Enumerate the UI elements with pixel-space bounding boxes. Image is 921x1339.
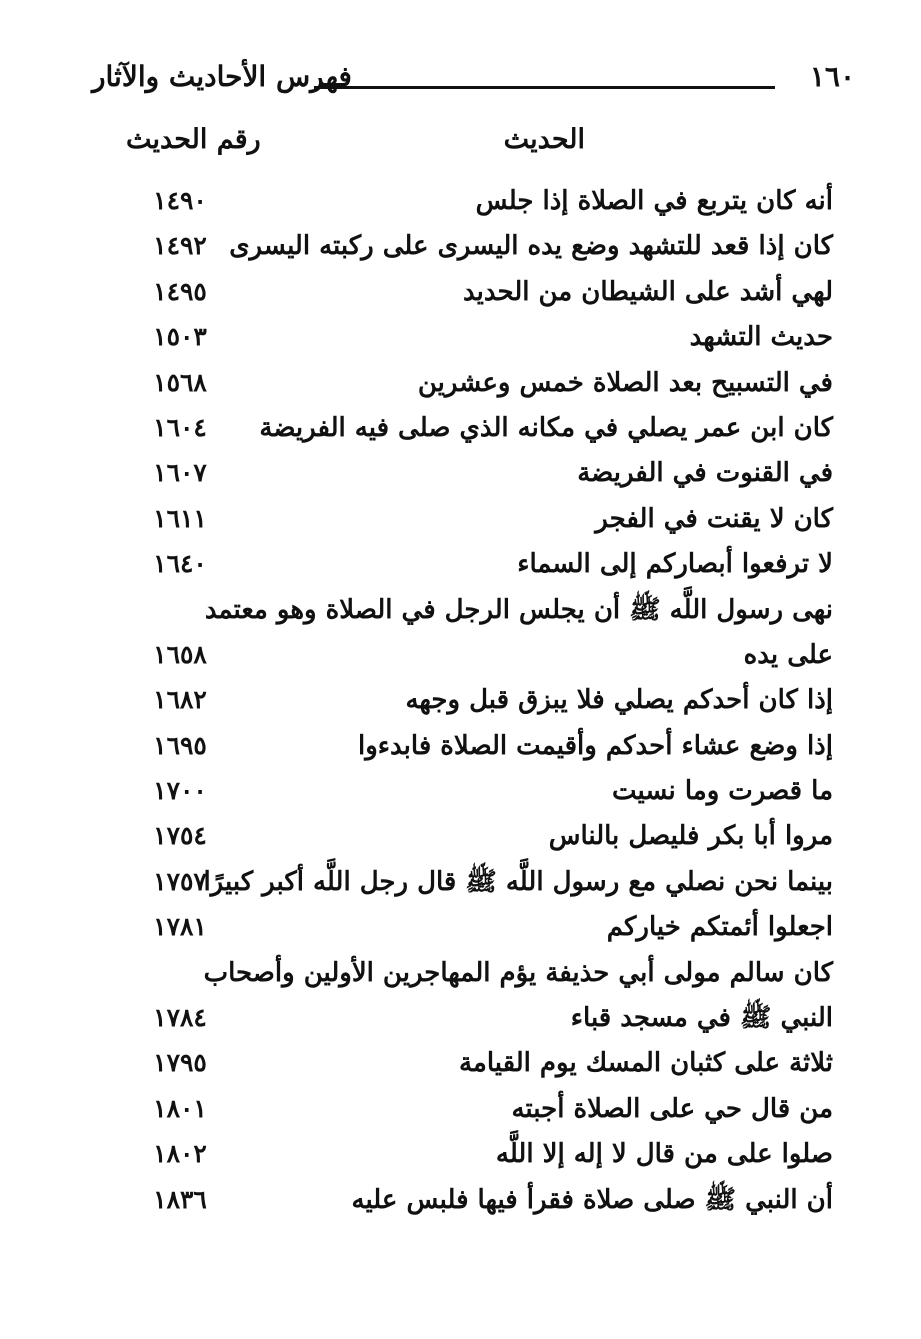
hadith-number: ١٨٣٦ — [153, 1184, 207, 1214]
index-row — [0, 816, 921, 861]
hadith-text: صلوا على من قال لا إله إلا اللَّه — [495, 1139, 833, 1170]
hadith-number: ١٨٠١ — [153, 1093, 207, 1123]
index-row — [0, 1089, 921, 1134]
header-rule — [314, 86, 775, 89]
column-header-hadith: الحديث — [503, 124, 585, 155]
hadith-text: من قال حي على الصلاة أجبته — [511, 1093, 833, 1124]
index-row — [0, 635, 921, 680]
index-row — [0, 408, 921, 453]
index-row — [0, 907, 921, 952]
index-row — [0, 317, 921, 362]
column-header-number: رقم الحديث — [126, 124, 261, 155]
hadith-number: ١٦٠٧ — [153, 458, 207, 488]
page-header — [92, 58, 859, 104]
hadith-text: حديث التشهد — [689, 322, 833, 353]
index-row — [0, 726, 921, 771]
index-row — [0, 453, 921, 498]
index-row — [0, 680, 921, 725]
hadith-text: على يده — [743, 639, 833, 670]
hadith-text: أنه كان يتربع في الصلاة إذا جلس — [475, 186, 833, 216]
hadith-number: ١٦١١ — [153, 503, 207, 533]
hadith-text: نهى رسول اللَّه ﷺ أن يجلس الرجل في الصلاة وهو معتمد — [204, 594, 833, 625]
column-headers — [0, 124, 921, 168]
index-row — [0, 226, 921, 271]
index-row — [0, 862, 921, 907]
page-number: ١٦٠ — [809, 60, 855, 93]
hadith-number: ١٦٥٨ — [153, 639, 207, 669]
index-row — [0, 590, 921, 635]
hadith-number: ١٦٤٠ — [153, 549, 207, 579]
index-row — [0, 272, 921, 317]
hadith-text: لا ترفعوا أبصاركم إلى السماء — [517, 549, 833, 580]
hadith-number: ١٤٩٥ — [153, 276, 207, 306]
index-row — [0, 953, 921, 998]
hadith-text: كان إذا قعد للتشهد وضع يده اليسرى على ركبته اليسرى — [229, 231, 833, 262]
hadith-number: ١٨٠٢ — [153, 1139, 207, 1169]
hadith-number: ١٧٥٧ — [153, 866, 207, 896]
hadith-text: في القنوت في الفريضة — [577, 458, 833, 489]
hadith-number: ١٧٨٤ — [153, 1003, 207, 1033]
hadith-number: ١٦٩٥ — [153, 730, 207, 760]
hadith-number: ١٥٦٨ — [153, 367, 207, 397]
hadith-text: كان ابن عمر يصلي في مكانه الذي صلى فيه الفريضة — [259, 412, 833, 443]
hadith-number: ١٤٩٢ — [153, 231, 207, 261]
hadith-text: النبي ﷺ في مسجد قباء — [570, 1003, 833, 1034]
hadith-number: ١٥٠٣ — [153, 322, 207, 352]
index-row — [0, 363, 921, 408]
hadith-number: ١٧٩٥ — [153, 1048, 207, 1078]
hadith-number: ١٧٥٤ — [153, 821, 207, 851]
index-row — [0, 1043, 921, 1088]
hadith-text: كان لا يقنت في الفجر — [595, 503, 833, 534]
hadith-text: اجعلوا أئمتكم خياركم — [606, 912, 833, 943]
hadith-text: كان سالم مولى أبي حذيفة يؤم المهاجرين الأولين وأصحاب — [203, 957, 833, 988]
index-row — [0, 544, 921, 589]
hadith-number: ١٤٩٠ — [153, 186, 207, 215]
running-title: فهرس الأحاديث والآثار — [92, 60, 352, 93]
hadith-text: لهي أشد على الشيطان من الحديد — [463, 276, 833, 307]
index-row — [0, 499, 921, 544]
index-row — [0, 998, 921, 1043]
hadith-text: إذا وضع عشاء أحدكم وأقيمت الصلاة فابدءوا — [358, 730, 833, 761]
hadith-text: أن النبي ﷺ صلى صلاة فقرأ فيها فلبس عليه — [351, 1184, 833, 1215]
hadith-text: ما قصرت وما نسيت — [611, 776, 833, 807]
index-row — [0, 1134, 921, 1179]
hadith-index-list — [0, 181, 921, 1225]
hadith-number: ١٦٨٢ — [153, 685, 207, 715]
index-row — [0, 1180, 921, 1225]
hadith-number: ١٦٠٤ — [153, 412, 207, 442]
hadith-text: مروا أبا بكر فليصل بالناس — [548, 821, 833, 852]
hadith-number: ١٧٠٠ — [153, 776, 207, 806]
index-row — [0, 771, 921, 816]
hadith-number: ١٧٨١ — [153, 912, 207, 942]
hadith-text: ثلاثة على كثبان المسك يوم القيامة — [458, 1048, 833, 1079]
hadith-text: إذا كان أحدكم يصلي فلا يبزق قبل وجهه — [405, 685, 833, 716]
hadith-text: بينما نحن نصلي مع رسول اللَّه ﷺ قال رجل اللَّه أكبر كبيرًا — [203, 866, 833, 897]
hadith-text: في التسبيح بعد الصلاة خمس وعشرين — [417, 367, 833, 398]
index-row — [0, 181, 921, 226]
